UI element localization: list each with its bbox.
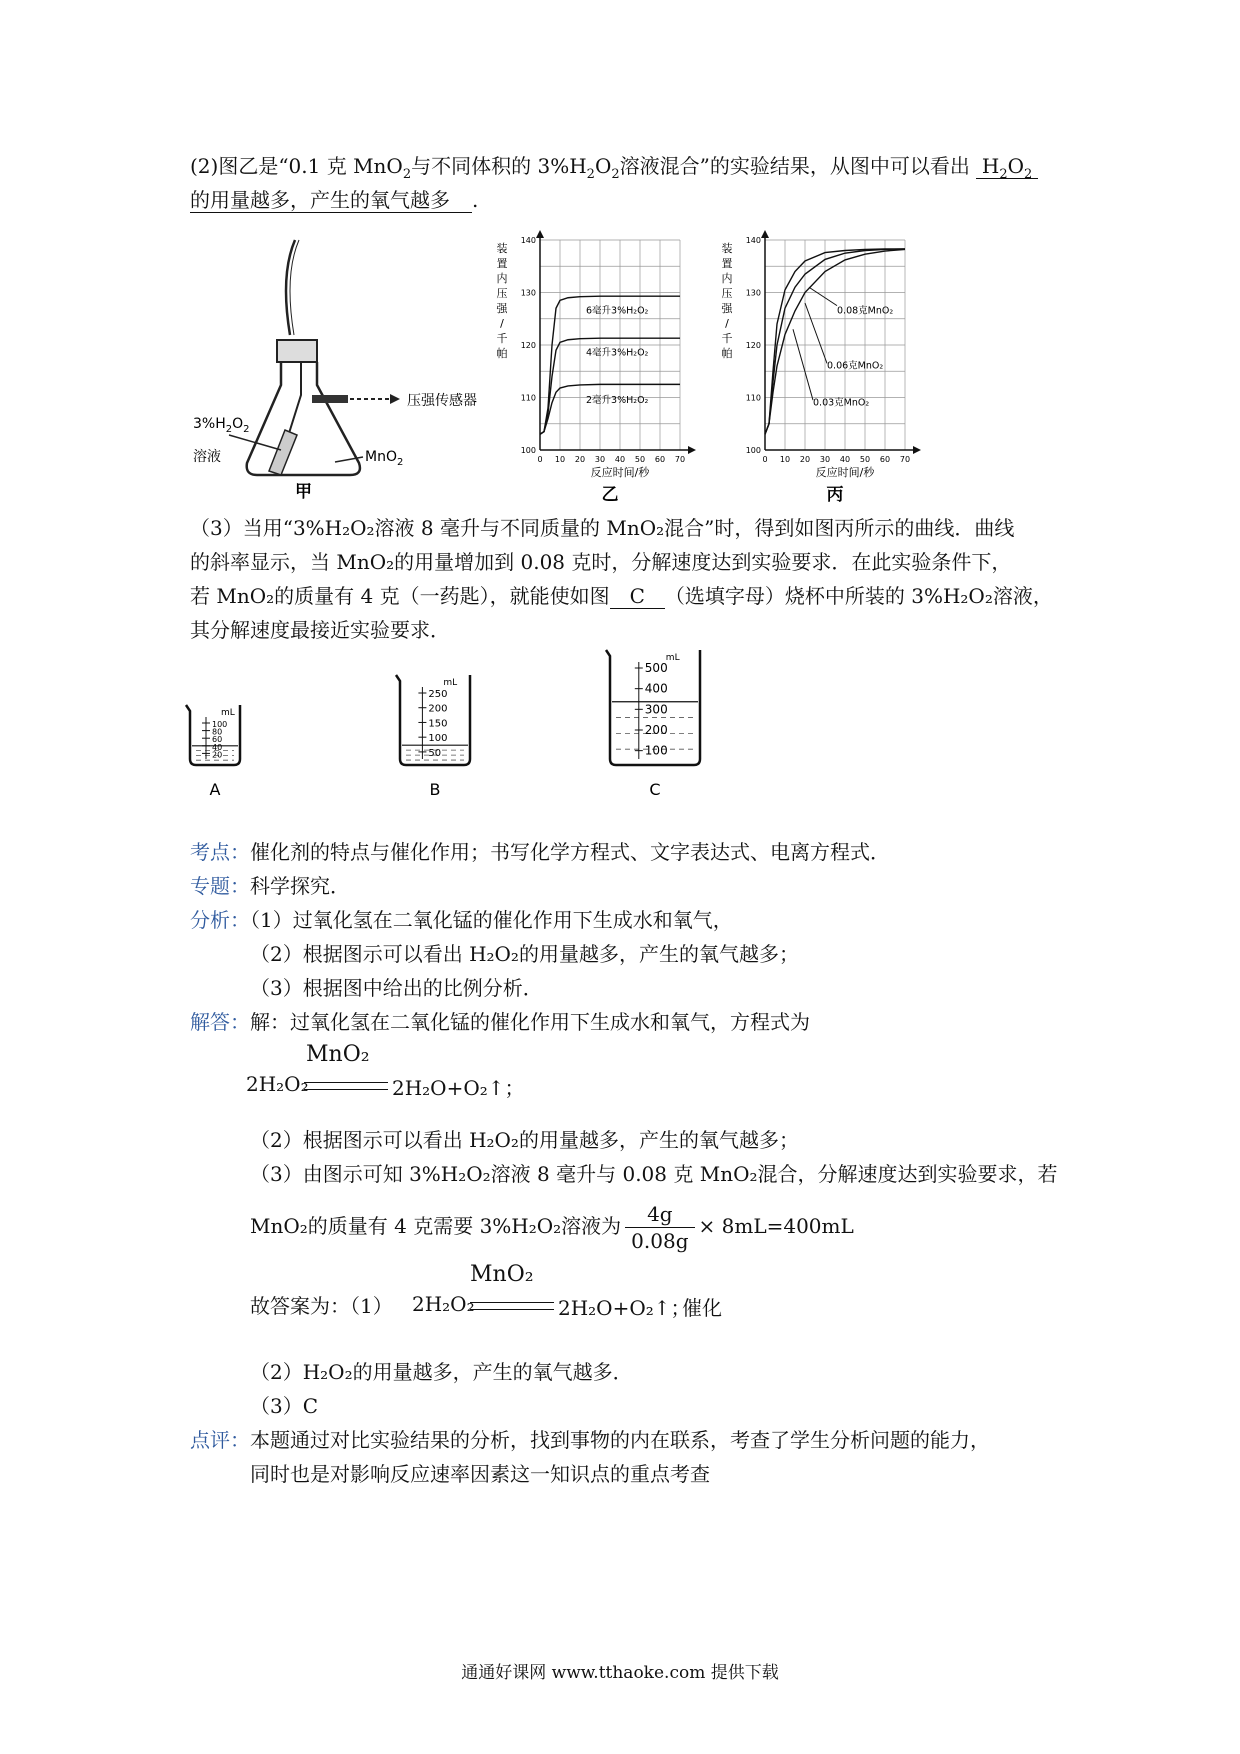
series-label: 0.03克MnO₂ bbox=[813, 397, 870, 409]
q2-answer-start: $H_2O_2$ bbox=[976, 154, 1038, 179]
series-label: 0.06克MnO₂ bbox=[827, 360, 884, 372]
y-axis-label: 装 bbox=[496, 242, 508, 255]
tick-label: 100 bbox=[212, 720, 228, 729]
label-leader bbox=[805, 303, 827, 363]
tick-label: 200 bbox=[644, 722, 668, 737]
q3-answer: C bbox=[610, 584, 665, 609]
tick-label: 100 bbox=[644, 743, 668, 758]
unit-label: mL bbox=[221, 708, 235, 718]
fraction: $\frac{4g}{0.08g}$ bbox=[625, 1201, 694, 1254]
x-tick-label: 30 bbox=[594, 455, 606, 464]
y-tick-label: 100 bbox=[745, 446, 761, 455]
x-tick-label: 60 bbox=[879, 455, 891, 464]
y-tick-label: 140 bbox=[520, 236, 536, 245]
zhuanti: 专题：科学探究． bbox=[190, 874, 350, 898]
x-tick-label: 60 bbox=[654, 455, 666, 464]
q3-line1: （3）当用“3%H₂O₂溶液 8 毫升与不同质量的 MnO₂混合”时，得到如图丙所示的曲线．曲线 bbox=[190, 516, 1015, 540]
y-axis-label: 压 bbox=[721, 287, 733, 300]
y-axis-label: 千 bbox=[721, 332, 733, 345]
beaker-label-B: B bbox=[429, 780, 441, 799]
guda-prefix: 故答案为：（1） bbox=[250, 1294, 393, 1318]
jieda-4: MnO₂的质量有 4 克需要 3%H₂O₂溶液为 $\frac{4g}{0.08g}$ × 8mL=400mL bbox=[250, 1202, 854, 1253]
y-axis-label: 帕 bbox=[721, 347, 733, 360]
y-axis-label: 装 bbox=[721, 242, 733, 255]
equation-1: MnO₂ 2H₂O₂ 2H₂O+O₂↑； bbox=[246, 1042, 525, 1100]
x-tick-label: 40 bbox=[839, 455, 851, 464]
x-arrow bbox=[688, 446, 696, 454]
unit-label: mL bbox=[665, 653, 680, 663]
tick-label: 250 bbox=[428, 689, 448, 700]
figure-jia bbox=[185, 235, 477, 502]
label-leader bbox=[809, 287, 837, 305]
x-tick-label: 10 bbox=[779, 455, 791, 464]
q3-line4: 其分解速度最接近实验要求． bbox=[190, 618, 450, 642]
y-axis-label: / bbox=[500, 317, 504, 330]
y-tick-label: 130 bbox=[520, 288, 536, 298]
y-tick-label: 140 bbox=[745, 236, 761, 245]
fenxi-3: （3）根据图中给出的比例分析． bbox=[250, 976, 543, 1000]
tick-label: 150 bbox=[428, 718, 448, 730]
q2-line2: 的用量越多，产生的氧气越多 . bbox=[190, 188, 479, 212]
fenxi-2: （2）根据图示可以看出 H₂O₂的用量越多，产生的氧气越多； bbox=[250, 942, 799, 966]
solution-label: $3\%H_2O_2$ bbox=[193, 416, 250, 435]
y-tick-label: 130 bbox=[745, 288, 761, 298]
y-arrow bbox=[536, 230, 544, 238]
tick-label: 20 bbox=[212, 750, 223, 760]
solution-label-2: 溶液 bbox=[193, 449, 221, 465]
q2-line1: (2)图乙是“0.1 克 MnO$_2$与不同体积的 $3\%H_2O_2$溶液混合”的实验结果，从图中可以看出 $H_2O_2$ bbox=[190, 150, 1038, 191]
y-axis-label: 置 bbox=[496, 257, 508, 270]
q3-line2: 的斜率显示，当 MnO₂的用量增加到 0.08 克时，分解速度达到实验要求．在此实验条件下， bbox=[190, 550, 1012, 574]
tick-label: 300 bbox=[644, 702, 668, 717]
tick-label: 50 bbox=[428, 747, 442, 759]
kaodian: 考点：催化剂的特点与催化作用；书写化学方程式、文字表达式、电离方程式． bbox=[190, 840, 890, 864]
series-line bbox=[540, 384, 680, 434]
series-label: 4毫升3%H₂O₂ bbox=[586, 347, 649, 359]
y-tick-label: 120 bbox=[745, 341, 761, 350]
x-tick-label: 10 bbox=[554, 455, 566, 464]
y-axis-label: 帕 bbox=[496, 347, 508, 360]
q2-answer: 的用量越多，产生的氧气越多 bbox=[190, 188, 472, 213]
x-axis-label: 反应时间/秒 bbox=[815, 466, 875, 479]
catalyst-label: MnO$_2$ bbox=[365, 449, 404, 468]
q3-line3: 若 MnO₂的质量有 4 克（一药匙），就能使如图 C （选填字母）烧杯中所装的 3%H₂O₂溶液， bbox=[190, 584, 1053, 608]
tick-label: 40 bbox=[212, 742, 223, 752]
x-tick-label: 0 bbox=[762, 455, 768, 464]
y-axis-label: 千 bbox=[496, 332, 508, 345]
tick-label: 500 bbox=[644, 661, 668, 675]
x-tick-label: 70 bbox=[674, 455, 686, 464]
tick-label: 200 bbox=[428, 703, 448, 715]
beaker-label-A: A bbox=[209, 780, 221, 799]
chart-caption: 丙 bbox=[826, 485, 844, 505]
unit-label: mL bbox=[443, 678, 458, 688]
jieda-3: （3）由图示可知 3%H₂O₂溶液 8 毫升与 0.08 克 MnO₂混合，分解速度达到实验要求，若 bbox=[250, 1162, 1058, 1186]
jieda-2: （2）根据图示可以看出 H₂O₂的用量越多，产生的氧气越多； bbox=[250, 1128, 799, 1152]
beakers-figure bbox=[180, 650, 710, 800]
y-tick-label: 110 bbox=[745, 393, 761, 403]
y-axis-label: 内 bbox=[721, 272, 733, 285]
y-axis-label: 置 bbox=[721, 257, 733, 270]
series-label: 2毫升3%H₂O₂ bbox=[586, 394, 649, 406]
y-axis-label: 强 bbox=[721, 302, 733, 315]
y-tick-label: 120 bbox=[520, 341, 536, 350]
tick-label: 100 bbox=[428, 733, 448, 745]
fenxi: 分析：（1）过氧化氢在二氧化锰的催化作用下生成水和氧气， bbox=[190, 908, 733, 932]
jieda: 解答：解：过氧化氢在二氧化锰的催化作用下生成水和氧气，方程式为 bbox=[190, 1010, 810, 1034]
y-axis-label: 强 bbox=[496, 302, 508, 315]
x-tick-label: 70 bbox=[899, 455, 911, 464]
x-tick-label: 50 bbox=[634, 455, 646, 464]
y-tick-label: 110 bbox=[520, 393, 536, 403]
beaker-label-C: C bbox=[649, 780, 661, 799]
y-arrow bbox=[761, 230, 769, 238]
x-axis-label: 反应时间/秒 bbox=[590, 466, 650, 479]
y-axis-label: 内 bbox=[496, 272, 508, 285]
chart-caption: 乙 bbox=[601, 485, 619, 505]
series-label: 0.08克MnO₂ bbox=[837, 305, 894, 317]
guda-3: （3）C bbox=[250, 1394, 319, 1418]
series-line bbox=[540, 296, 680, 434]
tick-label: 400 bbox=[644, 681, 668, 696]
dianping-2: 同时也是对影响反应速率因素这一知识点的重点考查 bbox=[250, 1462, 710, 1486]
y-tick-label: 100 bbox=[520, 446, 536, 455]
tick-label: 80 bbox=[212, 727, 223, 737]
sensor-label: 压强传感器 bbox=[407, 393, 477, 409]
footer: 通通好课网 www.tthaoke.com 提供下载 bbox=[461, 1663, 779, 1683]
y-axis-label: 压 bbox=[496, 287, 508, 300]
guda-2: （2）H₂O₂的用量越多，产生的氧气越多． bbox=[250, 1360, 633, 1384]
x-tick-label: 0 bbox=[537, 455, 543, 464]
x-arrow bbox=[913, 446, 921, 454]
caption-jia: 甲 bbox=[295, 482, 312, 502]
label-leader bbox=[793, 329, 813, 400]
x-tick-label: 50 bbox=[859, 455, 871, 464]
x-tick-label: 40 bbox=[614, 455, 626, 464]
x-tick-label: 20 bbox=[799, 455, 811, 464]
chart-yi bbox=[490, 228, 705, 506]
chart-bing bbox=[715, 228, 930, 506]
dianping: 点评：本题通过对比实验结果的分析，找到事物的内在联系，考查了学生分析问题的能力， bbox=[190, 1428, 990, 1452]
x-tick-label: 30 bbox=[819, 455, 831, 464]
tick-label: 60 bbox=[212, 735, 223, 745]
equation-2: MnO₂ 2H₂O₂ 2H₂O+O₂↑； 催化 bbox=[412, 1262, 722, 1320]
y-axis-label: / bbox=[725, 317, 729, 330]
series-label: 6毫升3%H₂O₂ bbox=[586, 305, 649, 317]
x-tick-label: 20 bbox=[574, 455, 586, 464]
